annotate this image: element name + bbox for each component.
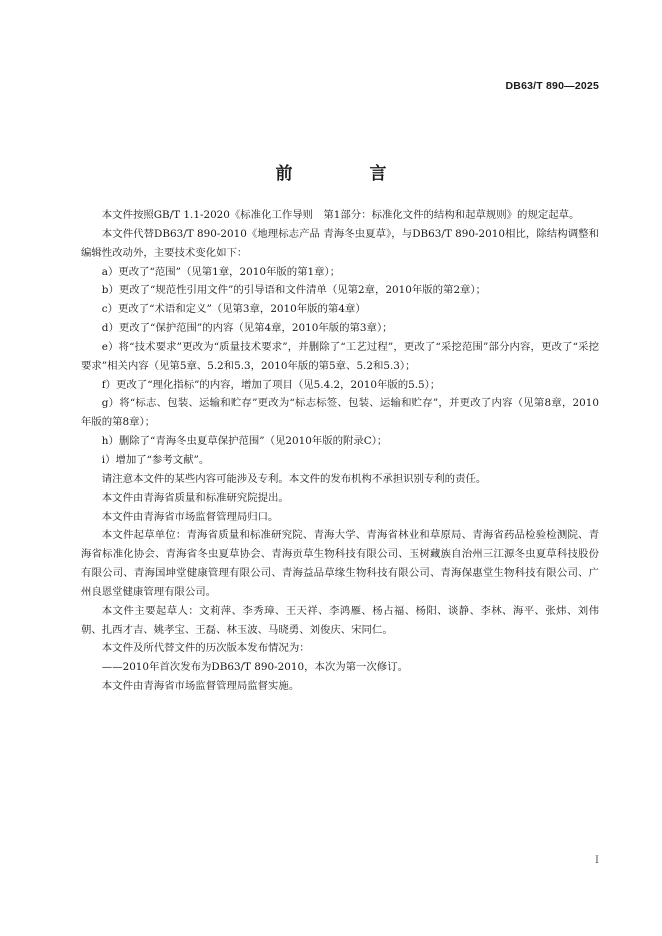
paragraph-implemented-by: 本文件由青海省市场监督管理局监督实施。 bbox=[101, 680, 300, 693]
paragraph-first-release: ——2010年首次发布为DB63/T 890-2010，本次为第一次修订。 bbox=[101, 661, 408, 674]
change-item-g: g）将“标志、包装、运输和贮存”更改为“标志标签、包装、运输和贮存”，并更改了内容（见第8章，2010年版的第8章）； bbox=[81, 397, 599, 429]
foreword-body bbox=[81, 206, 599, 696]
paragraph-drafting-units: 本文件起草单位：青海省质量和标准研究院、青海大学、青海省林业和草原局、青海省药品检验检测院、青海省标准化协会、青海省冬虫夏草协会、青海贡草生物科技有限公司、玉树藏族自治州三江源冬虫夏草科技股份有限公司、青海国坤堂健康管理有限公司、青海益品草缘生物科技有限公司、青海保惠堂生物科技有限公司、广州良恩堂健康管理有限公司。 bbox=[81, 529, 599, 598]
paragraph-drafters: 本文件主要起草人：文莉萍、李秀璋、王天祥、李鸿雁、杨占福、杨阳、谈静、李林、海平、张炜、刘伟朝、扎西才吉、姚孝宝、王磊、林玉波、马晓勇、刘俊庆、宋同仁。 bbox=[81, 604, 599, 636]
paragraph-version-history: 本文件及所代替文件的历次版本发布情况为： bbox=[101, 642, 310, 655]
change-item-d: d）更改了“保护范围”的内容（见第4章，2010年版的第3章）； bbox=[101, 322, 393, 335]
paragraph-drafting-rules: 本文件按照GB/T 1.1-2020《标准化工作导则 第1部分：标准化文件的结构和起草规则》的规定起草。 bbox=[101, 209, 580, 221]
document-code: DB63/T 890—2025 bbox=[505, 80, 599, 92]
change-item-b: b）更改了“规范性引用文件”的引导语和文件清单（见第2章，2010年版的第2章）； bbox=[101, 284, 487, 297]
change-item-h: h）删除了“青海冬虫夏草保护范围”（见2010年版的附录C）； bbox=[101, 435, 388, 448]
paragraph-proposed-by: 本文件由青海省质量和标准研究院提出。 bbox=[101, 491, 289, 504]
change-item-a: a）更改了“范围”（见第1章，2010年版的第1章）； bbox=[101, 265, 341, 278]
change-item-e: e）将“技术要求”更改为“质量技术要求”，并删除了“工艺过程”，更改了“采挖范围”部分内容，更改了“采挖要求”相关内容（见第5章、5.2和5.3，2010年版的第5章、5.2和5.3）； bbox=[81, 340, 599, 372]
page-title: 前 言 bbox=[275, 164, 417, 185]
paragraph-centralized-by: 本文件由青海省市场监督管理局归口。 bbox=[101, 510, 279, 523]
paragraph-patent-notice: 请注意本文件的某些内容可能涉及专利。本文件的发布机构不承担识别专利的责任。 bbox=[101, 472, 487, 485]
paragraph-replaces-standard: 本文件代替DB63/T 890-2010《地理标志产品 青海冬虫夏草》，与DB63/T 890-2010相比，除结构调整和编辑性改动外，主要技术变化如下： bbox=[81, 227, 599, 259]
page-number: I bbox=[595, 855, 599, 866]
change-item-c: c）更改了“术语和定义”（见第3章，2010年版的第4章） bbox=[101, 303, 366, 316]
change-item-i: i）增加了“参考文献”。 bbox=[101, 453, 210, 466]
change-item-f: f）更改了“理化指标”的内容，增加了项目（见5.4.2，2010年版的5.5）； bbox=[101, 378, 441, 391]
